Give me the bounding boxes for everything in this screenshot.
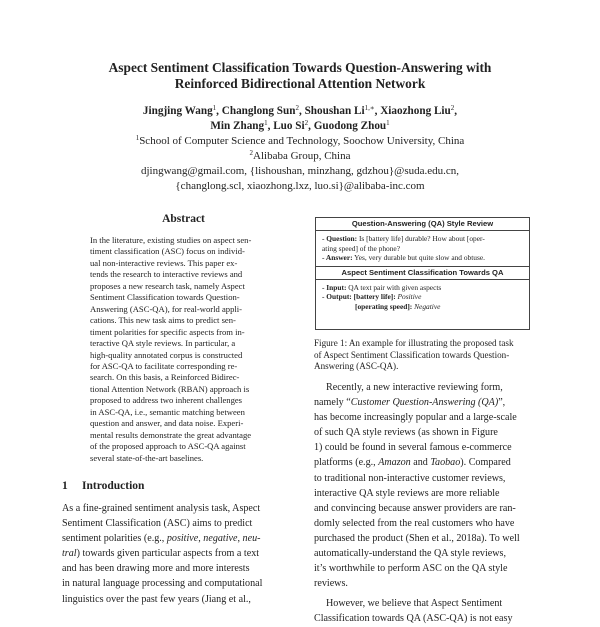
abstract-line: cations. This new task aims to predict sen- bbox=[90, 315, 236, 326]
email-line-2: {changlong.scl, xiaozhong.lxz, luo.si}@alibaba-inc.com bbox=[175, 180, 425, 192]
author-name: Min Zhang bbox=[210, 120, 265, 132]
abstract-line: several state-of-the-art baselines. bbox=[90, 452, 204, 463]
paper-title: Aspect Sentiment Classification Towards Question-Answering with Reinforced Bidirectional Attention Network bbox=[108, 60, 492, 91]
abstract-heading: Abstract bbox=[162, 213, 205, 225]
figure-header-qa-review: Question-Answering (QA) Style Review bbox=[316, 218, 529, 231]
text-line: reviews. bbox=[314, 578, 348, 590]
text-line: purchased the product (Shen et al., 2018a). To well bbox=[314, 532, 520, 544]
figure-1-caption: Figure 1: An example for illustrating the proposed task of Aspect Sentiment Classification towards Question- Answering (ASC-QA). bbox=[314, 338, 514, 372]
abstract-line: mental results demonstrate the great advantage bbox=[90, 429, 252, 440]
text-line: As a fine-grained sentiment analysis task, Aspect bbox=[62, 503, 261, 514]
abstract-line: ual non-interactive reviews. This paper ex- bbox=[90, 257, 238, 268]
abstract-line: high-quality annotated corpus is constructed bbox=[90, 349, 243, 360]
text-line: and convincing because answer providers are ran- bbox=[314, 502, 516, 514]
abstract-line: search. On this basis, a Reinforced Bidirec- bbox=[90, 372, 240, 383]
abstract-line: tional Attention Network (RBAN) approach is bbox=[90, 383, 250, 394]
text-line: of such QA style reviews (as shown in Figure bbox=[314, 427, 498, 439]
text-line: Sentiment Classification (ASC) aims to predict bbox=[62, 518, 253, 530]
figure-task-io: - Input: QA text pair with given aspects - Output: [battery life]: Positive [operating speed]: Negative bbox=[322, 282, 442, 311]
abstract-line: teractive QA style reviews. In particular, a bbox=[90, 338, 236, 349]
abstract-line: question and answer, and data noise. Experi- bbox=[90, 418, 244, 429]
text-line: linguistics over the past few years (Jiang et al., bbox=[62, 593, 251, 605]
intro-right-column bbox=[314, 380, 538, 627]
author-name: Guodong Zhou bbox=[313, 120, 387, 132]
email-line-1: djingwang@gmail.com, {lishoushan, minzhang, gdzhou}@suda.edu.cn, bbox=[141, 165, 459, 177]
text-line: Recently, a new interactive reviewing form, bbox=[326, 382, 503, 393]
affiliations bbox=[70, 134, 530, 194]
affiliation-2: $^2$Alibaba Group, China bbox=[249, 149, 351, 162]
text-line: to traditional non-interactive customer reviews, bbox=[314, 472, 506, 484]
abstract-line: In the literature, existing studies on aspect sen- bbox=[90, 235, 252, 245]
figure-header-asc-qa: Aspect Sentiment Classification Towards QA bbox=[316, 266, 529, 280]
text-line: namely “Customer Question-Answering (QA)”, bbox=[314, 397, 506, 409]
abstract-line: of the proposed approach to ASC-QA against bbox=[90, 441, 246, 452]
affiliation-1: $^1$School of Computer Science and Technology, Soochow University, China bbox=[135, 134, 465, 147]
abstract-line: tends the research to interactive reviews and bbox=[90, 269, 243, 280]
text-line: it’s worthwhile to perform ASC on the QA style bbox=[314, 563, 508, 575]
figure-qa-example: - Question: Is [battery life] durable? How about [oper- ating speed] of the phone? - Answer: Yes, very durable but quite slow and obtuse. bbox=[322, 234, 485, 263]
author-list bbox=[70, 104, 530, 134]
text-line: automatically-understand the QA style reviews, bbox=[314, 548, 507, 560]
text-line: in natural language processing and computational bbox=[62, 578, 263, 590]
text-line: and has been drawing more and more interests bbox=[62, 563, 250, 575]
abstract-line: proposed to address two inherent challenges bbox=[90, 395, 243, 406]
section-title: Introduction bbox=[82, 480, 145, 492]
abstract-line: timent classification (ASC) focus on individ- bbox=[90, 246, 245, 257]
text-line: tral) towards given particular aspects from a text bbox=[62, 548, 260, 560]
abstract-line: timent polarities for specific aspects from in- bbox=[90, 326, 245, 337]
section-heading-introduction bbox=[62, 480, 302, 492]
intro-left-column bbox=[62, 501, 306, 607]
text-line: has become increasingly popular and a large-scale bbox=[314, 412, 517, 424]
text-line: platforms (e.g., Amazon and Taobao). Compared bbox=[314, 457, 511, 469]
abstract-line: Sentiment Classification towards Question- bbox=[90, 292, 240, 303]
text-line: 1) could be found in several famous e-commerce bbox=[314, 442, 512, 454]
abstract-line: proposes a new research task, namely Aspect bbox=[90, 280, 245, 291]
author-line-1: Jingjing Wang$^1$, Changlong Sun$^2$, Shoushan $Li^{1,∗}$, Xiaozhong Liu$^2$, bbox=[142, 104, 458, 117]
abstract-line: in ASC-QA, i.e., semantic matching between bbox=[90, 406, 245, 417]
section-number: 1 bbox=[62, 480, 68, 492]
text-line: interactive QA style reviews are more reliable bbox=[314, 487, 500, 499]
text-line: Classification towards QA (ASC-QA) is not easy bbox=[314, 613, 513, 625]
author-name: Xiaozhong Liu bbox=[380, 105, 451, 117]
figure-1-box bbox=[315, 217, 530, 330]
abstract-line: for ASC-QA to facilitate corresponding re- bbox=[90, 360, 238, 371]
author-name: Jingjing Wang bbox=[142, 105, 213, 117]
text-line: However, we believe that Aspect Sentiment bbox=[326, 598, 503, 610]
abstract-body bbox=[90, 235, 278, 464]
author-line-2: Min Zhang$^1$, Luo Si$^2$, Guodong Zhou$^1$ bbox=[210, 119, 390, 132]
abstract-line: Answering (ASC-QA), for real-world appli- bbox=[90, 303, 243, 314]
text-line: domly selected from the real customers who have bbox=[314, 517, 515, 529]
author-name: Shoushan Li bbox=[304, 105, 365, 117]
author-name: Changlong Sun bbox=[221, 105, 296, 117]
author-name: Luo Si bbox=[273, 120, 305, 132]
text-line: sentiment polarities (e.g., positive, negative, neu- bbox=[62, 533, 261, 545]
